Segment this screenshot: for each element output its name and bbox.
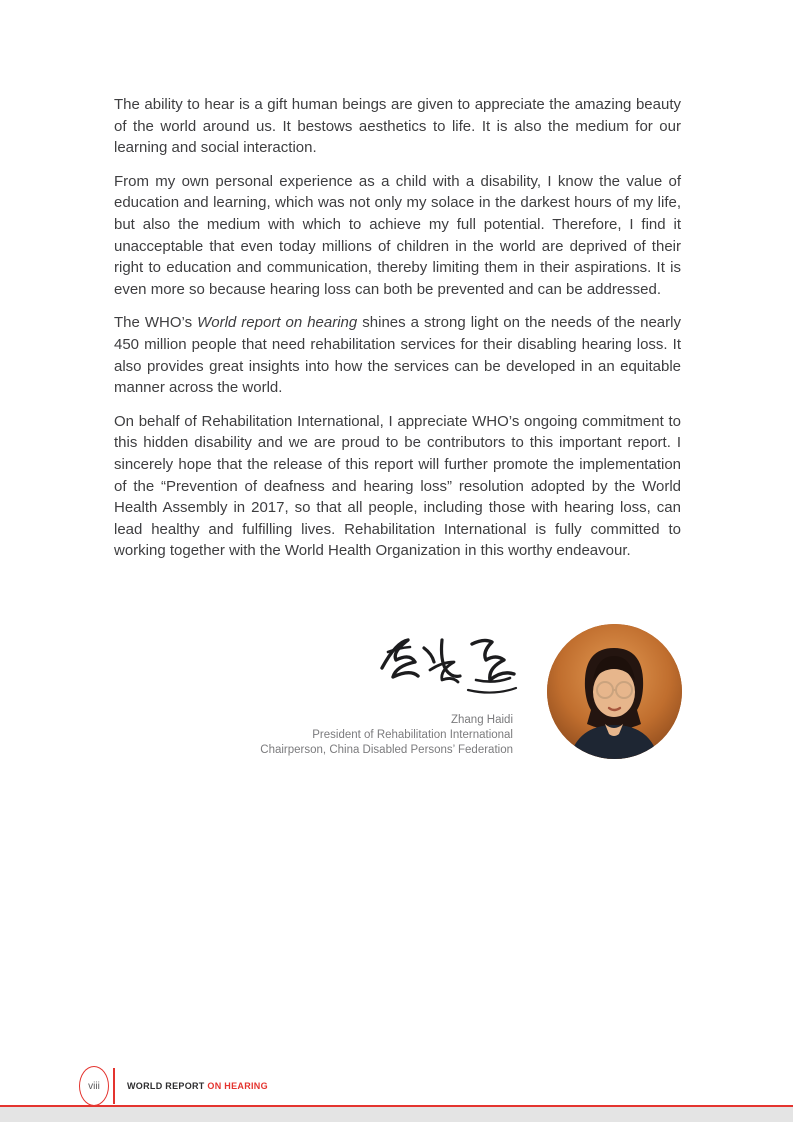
signatory-name: Zhang Haidi	[450, 714, 513, 726]
footer-report-title	[127, 1081, 268, 1091]
paragraph-3	[114, 312, 681, 398]
paragraph-3-post: shines a strong light on the needs of the nearly 450 million people that need rehabilitation services for their disabling hearing loss. It also provides great insights into how the services can be developed in an equitable manner across the world.	[114, 314, 681, 397]
footer-divider-line	[113, 1068, 115, 1104]
signatory-block	[114, 713, 513, 758]
report-title-italic: World report on hearing	[197, 314, 358, 332]
paragraph-1: The ability to hear is a gift human beings are given to appreciate the amazing beauty of the world around us. It bestows aesthetics to life. It is also the medium for our learning and social interaction.	[114, 96, 681, 157]
paragraph-3-pre: The WHO’s	[114, 314, 198, 332]
signatory-title-2: Chairperson, China Disabled Persons’ Federation	[260, 744, 513, 756]
paragraph-4: On behalf of Rehabilitation International, I appreciate WHO’s ongoing commitment to this hidden disability and we are proud to be contributors to this important report. I sincerely hope that the release of this report will further promote the implementation of the “Prevention of deafness and hearing loss” resolution adopted by the World Health Assembly in 2017, so that all people, including those with hearing loss, can lead healthy and fulfilling lives. Rehabilitation International is fully committed to working together with the World Health Organization in this worthy endeavour.	[114, 412, 681, 560]
page-bottom-edge	[0, 1105, 793, 1122]
foreword-body	[114, 94, 681, 574]
portrait-photo	[547, 624, 682, 759]
footer-report-title-accent: ON HEARING	[207, 1081, 268, 1091]
paragraph-2: From my own personal experience as a child with a disability, I know the value of education and learning, which was not only my solace in the darkest hours of my life, but also the medium with which to achieve my full potential. Therefore, I find it unacceptable that even today millions of children in the world are deprived of their right to education and communication, thereby limiting them in their aspirations. It is even more so because hearing loss can both be prevented and can be addressed.	[114, 172, 681, 298]
signatory-title-1: President of Rehabilitation International	[312, 729, 513, 741]
signature-calligraphy-image	[372, 622, 522, 704]
footer-report-title-main: WORLD REPORT	[127, 1081, 208, 1091]
page-number-badge: viii	[79, 1066, 109, 1106]
